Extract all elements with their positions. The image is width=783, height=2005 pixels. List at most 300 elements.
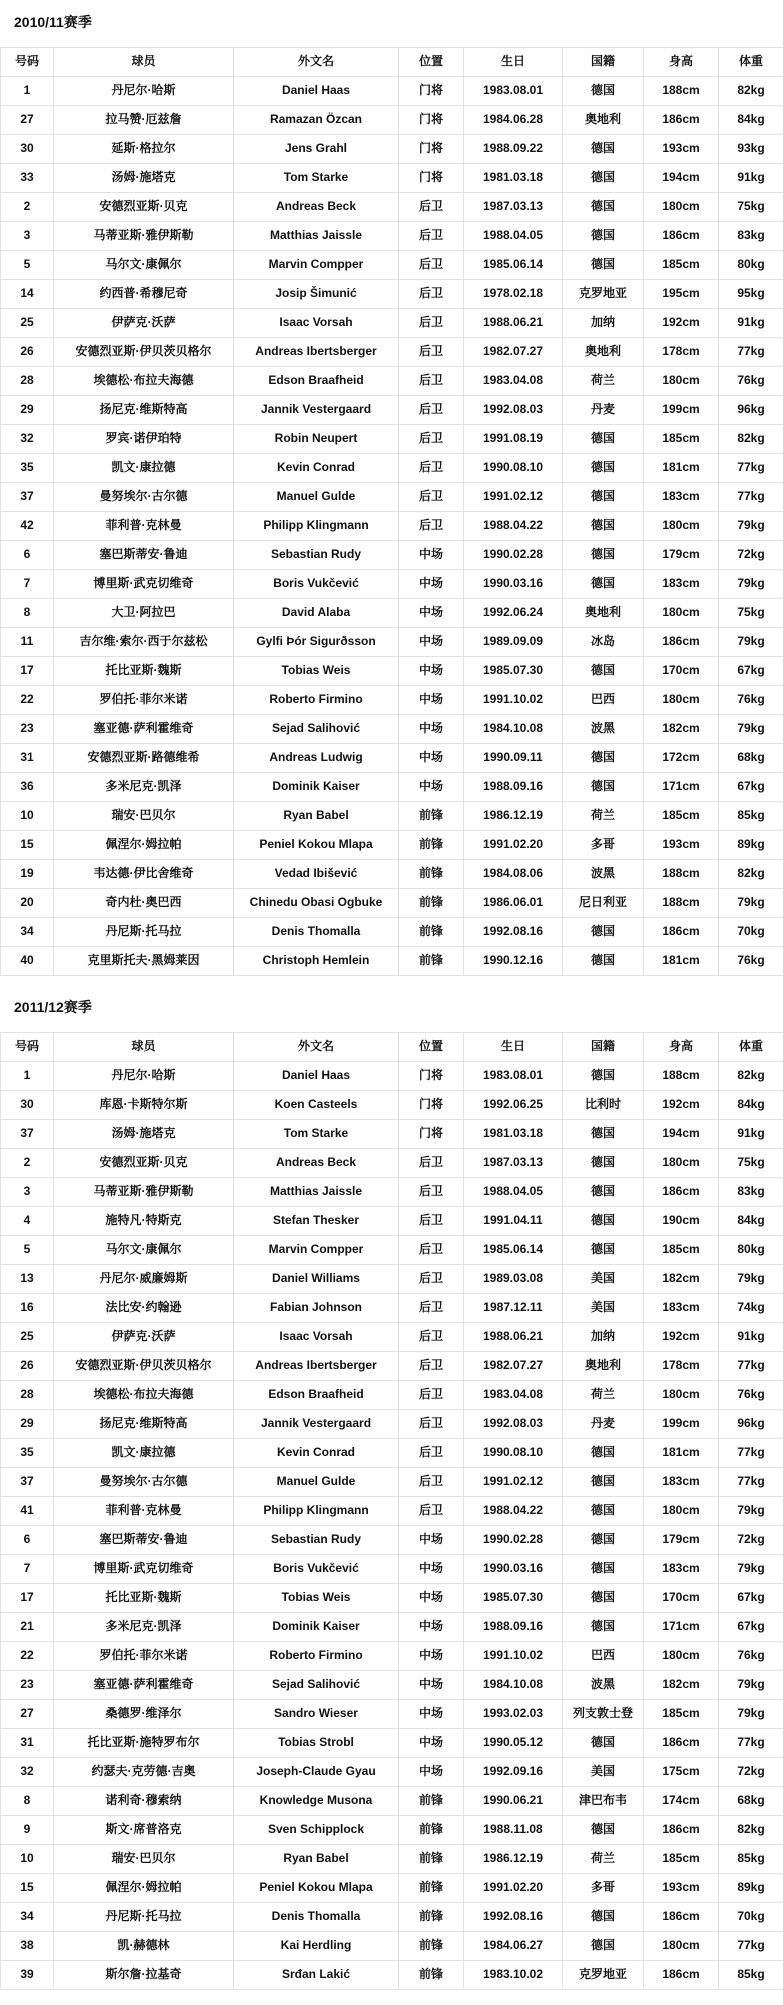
player-height: 188cm [644, 1062, 719, 1091]
player-name-cn: 凯·赫德林 [54, 1932, 234, 1961]
player-name-cn: 塞亚德·萨利霍维奇 [54, 1671, 234, 1700]
player-weight: 85kg [719, 1961, 783, 1990]
player-name-cn: 罗宾·诺伊珀特 [54, 425, 234, 454]
player-position: 后卫 [399, 1468, 464, 1497]
player-height: 180cm [644, 599, 719, 628]
player-height: 170cm [644, 1584, 719, 1613]
player-position: 后卫 [399, 1352, 464, 1381]
player-position: 前锋 [399, 1961, 464, 1990]
player-position: 后卫 [399, 338, 464, 367]
player-name-cn: 延斯·格拉尔 [54, 135, 234, 164]
player-row [1, 193, 783, 222]
player-row [1, 454, 783, 483]
player-name-foreign: Tom Starke [234, 164, 399, 193]
player-birthdate: 1990.09.11 [464, 744, 563, 773]
player-name-cn: 丹尼斯·托马拉 [54, 1903, 234, 1932]
player-name-foreign: Roberto Firmino [234, 1642, 399, 1671]
player-row [1, 1932, 783, 1961]
header-row [1, 1033, 783, 1062]
player-row [1, 396, 783, 425]
player-name-cn: 扬尼克·维斯特高 [54, 1410, 234, 1439]
player-nationality: 德国 [563, 1816, 644, 1845]
player-name-cn: 库恩·卡斯特尔斯 [54, 1091, 234, 1120]
player-weight: 79kg [719, 1497, 783, 1526]
player-birthdate: 1990.06.21 [464, 1787, 563, 1816]
player-position: 后卫 [399, 280, 464, 309]
player-nationality: 奥地利 [563, 106, 644, 135]
player-number: 3 [1, 222, 54, 251]
player-nationality: 德国 [563, 222, 644, 251]
player-row [1, 1149, 783, 1178]
player-name-foreign: Matthias Jaissle [234, 1178, 399, 1207]
player-number: 28 [1, 1381, 54, 1410]
player-row [1, 1120, 783, 1149]
player-row [1, 773, 783, 802]
player-birthdate: 1990.03.16 [464, 1555, 563, 1584]
player-birthdate: 1989.03.08 [464, 1265, 563, 1294]
column-header: 球员 [54, 1033, 234, 1062]
player-name-foreign: Edson Braafheid [234, 1381, 399, 1410]
player-birthdate: 1992.08.16 [464, 1903, 563, 1932]
player-name-cn: 瑞安·巴贝尔 [54, 1845, 234, 1874]
player-name-cn: 塞巴斯蒂安·鲁迪 [54, 1526, 234, 1555]
player-height: 186cm [644, 1178, 719, 1207]
player-birthdate: 1985.06.14 [464, 1236, 563, 1265]
player-number: 35 [1, 1439, 54, 1468]
player-birthdate: 1988.04.22 [464, 1497, 563, 1526]
column-header: 外文名 [234, 48, 399, 77]
roster-table-2011-12 [0, 1032, 783, 1990]
player-name-foreign: Isaac Vorsah [234, 309, 399, 338]
player-weight: 72kg [719, 1758, 783, 1787]
player-name-foreign: Tobias Strobl [234, 1729, 399, 1758]
player-number: 31 [1, 744, 54, 773]
player-number: 1 [1, 77, 54, 106]
player-position: 前锋 [399, 1845, 464, 1874]
player-name-foreign: Kevin Conrad [234, 1439, 399, 1468]
player-name-cn: 法比安·约翰逊 [54, 1294, 234, 1323]
player-number: 33 [1, 164, 54, 193]
column-header: 身高 [644, 1033, 719, 1062]
player-number: 26 [1, 338, 54, 367]
player-number: 32 [1, 1758, 54, 1787]
player-row [1, 1642, 783, 1671]
player-name-foreign: Denis Thomalla [234, 918, 399, 947]
player-position: 前锋 [399, 1903, 464, 1932]
player-row [1, 280, 783, 309]
player-position: 前锋 [399, 1874, 464, 1903]
player-height: 185cm [644, 251, 719, 280]
player-row [1, 309, 783, 338]
player-row [1, 570, 783, 599]
player-position: 后卫 [399, 454, 464, 483]
player-weight: 84kg [719, 1207, 783, 1236]
player-weight: 89kg [719, 1874, 783, 1903]
player-birthdate: 1989.09.09 [464, 628, 563, 657]
player-number: 35 [1, 454, 54, 483]
player-position: 中场 [399, 773, 464, 802]
header-row [1, 48, 783, 77]
player-nationality: 加纳 [563, 1323, 644, 1352]
player-row [1, 1497, 783, 1526]
player-row [1, 1555, 783, 1584]
player-nationality: 奥地利 [563, 1352, 644, 1381]
column-header: 国籍 [563, 1033, 644, 1062]
column-header: 身高 [644, 48, 719, 77]
season-section-2010-11 [0, 14, 783, 976]
player-number: 30 [1, 135, 54, 164]
player-weight: 95kg [719, 280, 783, 309]
player-name-cn: 桑德罗·维泽尔 [54, 1700, 234, 1729]
player-name-cn: 施特凡·特斯克 [54, 1207, 234, 1236]
player-height: 171cm [644, 1613, 719, 1642]
player-birthdate: 1991.04.11 [464, 1207, 563, 1236]
player-number: 29 [1, 396, 54, 425]
player-weight: 85kg [719, 1845, 783, 1874]
player-number: 20 [1, 889, 54, 918]
player-row [1, 1526, 783, 1555]
player-row [1, 1352, 783, 1381]
player-birthdate: 1992.09.16 [464, 1758, 563, 1787]
player-name-cn: 扬尼克·维斯特高 [54, 396, 234, 425]
player-name-cn: 安德烈亚斯·贝克 [54, 1149, 234, 1178]
player-height: 188cm [644, 889, 719, 918]
player-name-foreign: Kai Herdling [234, 1932, 399, 1961]
player-nationality: 多哥 [563, 831, 644, 860]
player-name-foreign: Boris Vukčević [234, 570, 399, 599]
player-position: 门将 [399, 1091, 464, 1120]
player-birthdate: 1984.10.08 [464, 715, 563, 744]
player-weight: 77kg [719, 1439, 783, 1468]
player-nationality: 波黑 [563, 860, 644, 889]
player-position: 前锋 [399, 889, 464, 918]
player-position: 中场 [399, 1729, 464, 1758]
player-name-cn: 拉马赞·厄兹詹 [54, 106, 234, 135]
roster-body [1, 1062, 783, 1990]
player-name-cn: 汤姆·施塔克 [54, 164, 234, 193]
player-name-cn: 曼努埃尔·古尔德 [54, 483, 234, 512]
player-birthdate: 1982.07.27 [464, 1352, 563, 1381]
player-name-foreign: Chinedu Obasi Ogbuke [234, 889, 399, 918]
player-name-foreign: Marvin Compper [234, 1236, 399, 1265]
player-number: 4 [1, 1207, 54, 1236]
player-row [1, 1439, 783, 1468]
player-number: 11 [1, 628, 54, 657]
player-height: 186cm [644, 222, 719, 251]
player-weight: 96kg [719, 1410, 783, 1439]
player-height: 182cm [644, 1265, 719, 1294]
player-height: 180cm [644, 1497, 719, 1526]
player-name-foreign: Gylfi Þór Sigurðsson [234, 628, 399, 657]
player-nationality: 德国 [563, 193, 644, 222]
player-birthdate: 1983.08.01 [464, 77, 563, 106]
player-position: 后卫 [399, 1178, 464, 1207]
player-number: 34 [1, 918, 54, 947]
player-nationality: 奥地利 [563, 338, 644, 367]
player-height: 182cm [644, 715, 719, 744]
player-name-foreign: Philipp Klingmann [234, 512, 399, 541]
player-weight: 68kg [719, 744, 783, 773]
player-birthdate: 1993.02.03 [464, 1700, 563, 1729]
player-number: 42 [1, 512, 54, 541]
player-position: 中场 [399, 686, 464, 715]
player-nationality: 荷兰 [563, 802, 644, 831]
player-name-foreign: Ramazan Özcan [234, 106, 399, 135]
player-row [1, 686, 783, 715]
player-name-foreign: Isaac Vorsah [234, 1323, 399, 1352]
player-height: 183cm [644, 1294, 719, 1323]
player-height: 180cm [644, 1932, 719, 1961]
player-number: 16 [1, 1294, 54, 1323]
player-name-foreign: Manuel Gulde [234, 1468, 399, 1497]
player-name-foreign: Andreas Beck [234, 1149, 399, 1178]
player-height: 190cm [644, 1207, 719, 1236]
player-nationality: 德国 [563, 77, 644, 106]
player-number: 19 [1, 860, 54, 889]
player-height: 183cm [644, 1468, 719, 1497]
player-name-foreign: Srđan Lakić [234, 1961, 399, 1990]
player-row [1, 1845, 783, 1874]
player-name-foreign: Philipp Klingmann [234, 1497, 399, 1526]
player-name-cn: 凯文·康拉德 [54, 454, 234, 483]
player-weight: 74kg [719, 1294, 783, 1323]
player-birthdate: 1984.06.27 [464, 1932, 563, 1961]
player-position: 门将 [399, 1120, 464, 1149]
player-row [1, 367, 783, 396]
player-height: 185cm [644, 1700, 719, 1729]
player-number: 37 [1, 483, 54, 512]
player-birthdate: 1991.02.12 [464, 483, 563, 512]
player-nationality: 比利时 [563, 1091, 644, 1120]
player-name-cn: 马蒂亚斯·雅伊斯勒 [54, 1178, 234, 1207]
player-name-cn: 安德烈亚斯·伊贝茨贝格尔 [54, 1352, 234, 1381]
player-name-cn: 汤姆·施塔克 [54, 1120, 234, 1149]
player-birthdate: 1984.08.06 [464, 860, 563, 889]
player-birthdate: 1984.06.28 [464, 106, 563, 135]
player-weight: 93kg [719, 135, 783, 164]
player-number: 13 [1, 1265, 54, 1294]
player-name-foreign: Ryan Babel [234, 1845, 399, 1874]
player-row [1, 1468, 783, 1497]
player-name-foreign: Boris Vukčević [234, 1555, 399, 1584]
player-birthdate: 1988.11.08 [464, 1816, 563, 1845]
player-height: 188cm [644, 860, 719, 889]
player-weight: 76kg [719, 686, 783, 715]
column-header: 号码 [1, 1033, 54, 1062]
player-number: 5 [1, 251, 54, 280]
player-row [1, 657, 783, 686]
player-number: 14 [1, 280, 54, 309]
player-birthdate: 1983.10.02 [464, 1961, 563, 1990]
player-nationality: 德国 [563, 1932, 644, 1961]
player-number: 31 [1, 1729, 54, 1758]
player-nationality: 德国 [563, 1207, 644, 1236]
player-name-cn: 佩涅尔·姆拉帕 [54, 1874, 234, 1903]
player-weight: 79kg [719, 512, 783, 541]
player-height: 180cm [644, 1149, 719, 1178]
player-number: 2 [1, 1149, 54, 1178]
player-name-foreign: Denis Thomalla [234, 1903, 399, 1932]
player-nationality: 丹麦 [563, 396, 644, 425]
player-nationality: 德国 [563, 570, 644, 599]
player-name-cn: 罗伯托·菲尔米诺 [54, 1642, 234, 1671]
player-position: 中场 [399, 628, 464, 657]
player-position: 门将 [399, 1062, 464, 1091]
player-name-cn: 多米尼克·凯泽 [54, 773, 234, 802]
player-birthdate: 1990.08.10 [464, 1439, 563, 1468]
player-birthdate: 1988.04.05 [464, 222, 563, 251]
player-number: 41 [1, 1497, 54, 1526]
player-position: 前锋 [399, 918, 464, 947]
player-height: 181cm [644, 1439, 719, 1468]
player-position: 后卫 [399, 483, 464, 512]
player-nationality: 美国 [563, 1294, 644, 1323]
column-header: 号码 [1, 48, 54, 77]
player-position: 中场 [399, 657, 464, 686]
player-number: 7 [1, 1555, 54, 1584]
player-birthdate: 1991.02.12 [464, 1468, 563, 1497]
player-weight: 83kg [719, 1178, 783, 1207]
player-weight: 80kg [719, 251, 783, 280]
player-number: 25 [1, 309, 54, 338]
player-number: 15 [1, 1874, 54, 1903]
player-nationality: 波黑 [563, 715, 644, 744]
player-nationality: 德国 [563, 454, 644, 483]
player-weight: 79kg [719, 1700, 783, 1729]
player-row [1, 1265, 783, 1294]
player-nationality: 德国 [563, 744, 644, 773]
player-nationality: 波黑 [563, 1671, 644, 1700]
player-name-foreign: Marvin Compper [234, 251, 399, 280]
player-height: 193cm [644, 135, 719, 164]
player-nationality: 德国 [563, 1584, 644, 1613]
player-nationality: 德国 [563, 918, 644, 947]
player-number: 32 [1, 425, 54, 454]
player-weight: 76kg [719, 947, 783, 976]
column-header: 外文名 [234, 1033, 399, 1062]
player-nationality: 美国 [563, 1265, 644, 1294]
player-position: 前锋 [399, 802, 464, 831]
player-nationality: 德国 [563, 1468, 644, 1497]
player-number: 39 [1, 1961, 54, 1990]
player-row [1, 599, 783, 628]
player-birthdate: 1990.05.12 [464, 1729, 563, 1758]
player-birthdate: 1981.03.18 [464, 164, 563, 193]
player-name-cn: 约瑟夫·克劳德·吉奥 [54, 1758, 234, 1787]
player-height: 180cm [644, 367, 719, 396]
player-row [1, 338, 783, 367]
player-position: 前锋 [399, 1816, 464, 1845]
player-name-foreign: Sebastian Rudy [234, 1526, 399, 1555]
player-position: 后卫 [399, 1149, 464, 1178]
player-number: 5 [1, 1236, 54, 1265]
player-weight: 91kg [719, 1323, 783, 1352]
player-height: 188cm [644, 77, 719, 106]
player-position: 中场 [399, 1555, 464, 1584]
player-weight: 82kg [719, 1816, 783, 1845]
player-row [1, 251, 783, 280]
roster-table-2010-11 [0, 47, 783, 976]
player-name-foreign: Josip Šimunić [234, 280, 399, 309]
player-name-cn: 托比亚斯·魏斯 [54, 657, 234, 686]
column-header: 国籍 [563, 48, 644, 77]
player-name-cn: 塞亚德·萨利霍维奇 [54, 715, 234, 744]
player-weight: 79kg [719, 1671, 783, 1700]
player-position: 前锋 [399, 831, 464, 860]
player-name-cn: 博里斯·武克切维奇 [54, 1555, 234, 1584]
player-name-cn: 托比亚斯·魏斯 [54, 1584, 234, 1613]
player-name-cn: 丹尼尔·哈斯 [54, 1062, 234, 1091]
player-name-foreign: Peniel Kokou Mlapa [234, 1874, 399, 1903]
player-name-cn: 安德烈亚斯·伊贝茨贝格尔 [54, 338, 234, 367]
player-position: 中场 [399, 1758, 464, 1787]
player-weight: 68kg [719, 1787, 783, 1816]
player-birthdate: 1991.02.20 [464, 831, 563, 860]
player-position: 后卫 [399, 1497, 464, 1526]
player-number: 40 [1, 947, 54, 976]
player-position: 后卫 [399, 1323, 464, 1352]
player-birthdate: 1988.09.16 [464, 1613, 563, 1642]
player-weight: 77kg [719, 1352, 783, 1381]
column-header: 生日 [464, 48, 563, 77]
player-name-foreign: Knowledge Musona [234, 1787, 399, 1816]
player-row [1, 425, 783, 454]
player-row [1, 1961, 783, 1990]
player-nationality: 巴西 [563, 686, 644, 715]
player-weight: 76kg [719, 1381, 783, 1410]
player-name-cn: 多米尼克·凯泽 [54, 1613, 234, 1642]
player-name-cn: 埃德松·布拉夫海德 [54, 367, 234, 396]
player-name-foreign: Peniel Kokou Mlapa [234, 831, 399, 860]
player-nationality: 德国 [563, 1613, 644, 1642]
player-nationality: 巴西 [563, 1642, 644, 1671]
player-number: 3 [1, 1178, 54, 1207]
player-height: 181cm [644, 947, 719, 976]
player-height: 170cm [644, 657, 719, 686]
player-name-foreign: Jannik Vestergaard [234, 1410, 399, 1439]
player-nationality: 德国 [563, 425, 644, 454]
player-row [1, 1903, 783, 1932]
player-weight: 82kg [719, 77, 783, 106]
player-nationality: 德国 [563, 164, 644, 193]
player-name-cn: 菲利普·克林曼 [54, 512, 234, 541]
player-nationality: 津巴布韦 [563, 1787, 644, 1816]
player-name-cn: 托比亚斯·施特罗布尔 [54, 1729, 234, 1758]
player-height: 181cm [644, 454, 719, 483]
player-nationality: 多哥 [563, 1874, 644, 1903]
player-name-foreign: Stefan Thesker [234, 1207, 399, 1236]
player-number: 34 [1, 1903, 54, 1932]
player-weight: 72kg [719, 1526, 783, 1555]
player-nationality: 列支敦士登 [563, 1700, 644, 1729]
season-title: 2010/11赛季 [14, 14, 92, 30]
player-birthdate: 1985.07.30 [464, 657, 563, 686]
player-weight: 76kg [719, 1642, 783, 1671]
player-name-foreign: Dominik Kaiser [234, 1613, 399, 1642]
player-position: 后卫 [399, 1410, 464, 1439]
player-number: 29 [1, 1410, 54, 1439]
player-position: 中场 [399, 599, 464, 628]
player-row [1, 1758, 783, 1787]
player-nationality: 德国 [563, 251, 644, 280]
player-weight: 91kg [719, 1120, 783, 1149]
player-name-foreign: Christoph Hemlein [234, 947, 399, 976]
player-position: 中场 [399, 1700, 464, 1729]
player-weight: 75kg [719, 1149, 783, 1178]
player-name-cn: 丹尼尔·威廉姆斯 [54, 1265, 234, 1294]
player-name-foreign: Dominik Kaiser [234, 773, 399, 802]
player-row [1, 1874, 783, 1903]
